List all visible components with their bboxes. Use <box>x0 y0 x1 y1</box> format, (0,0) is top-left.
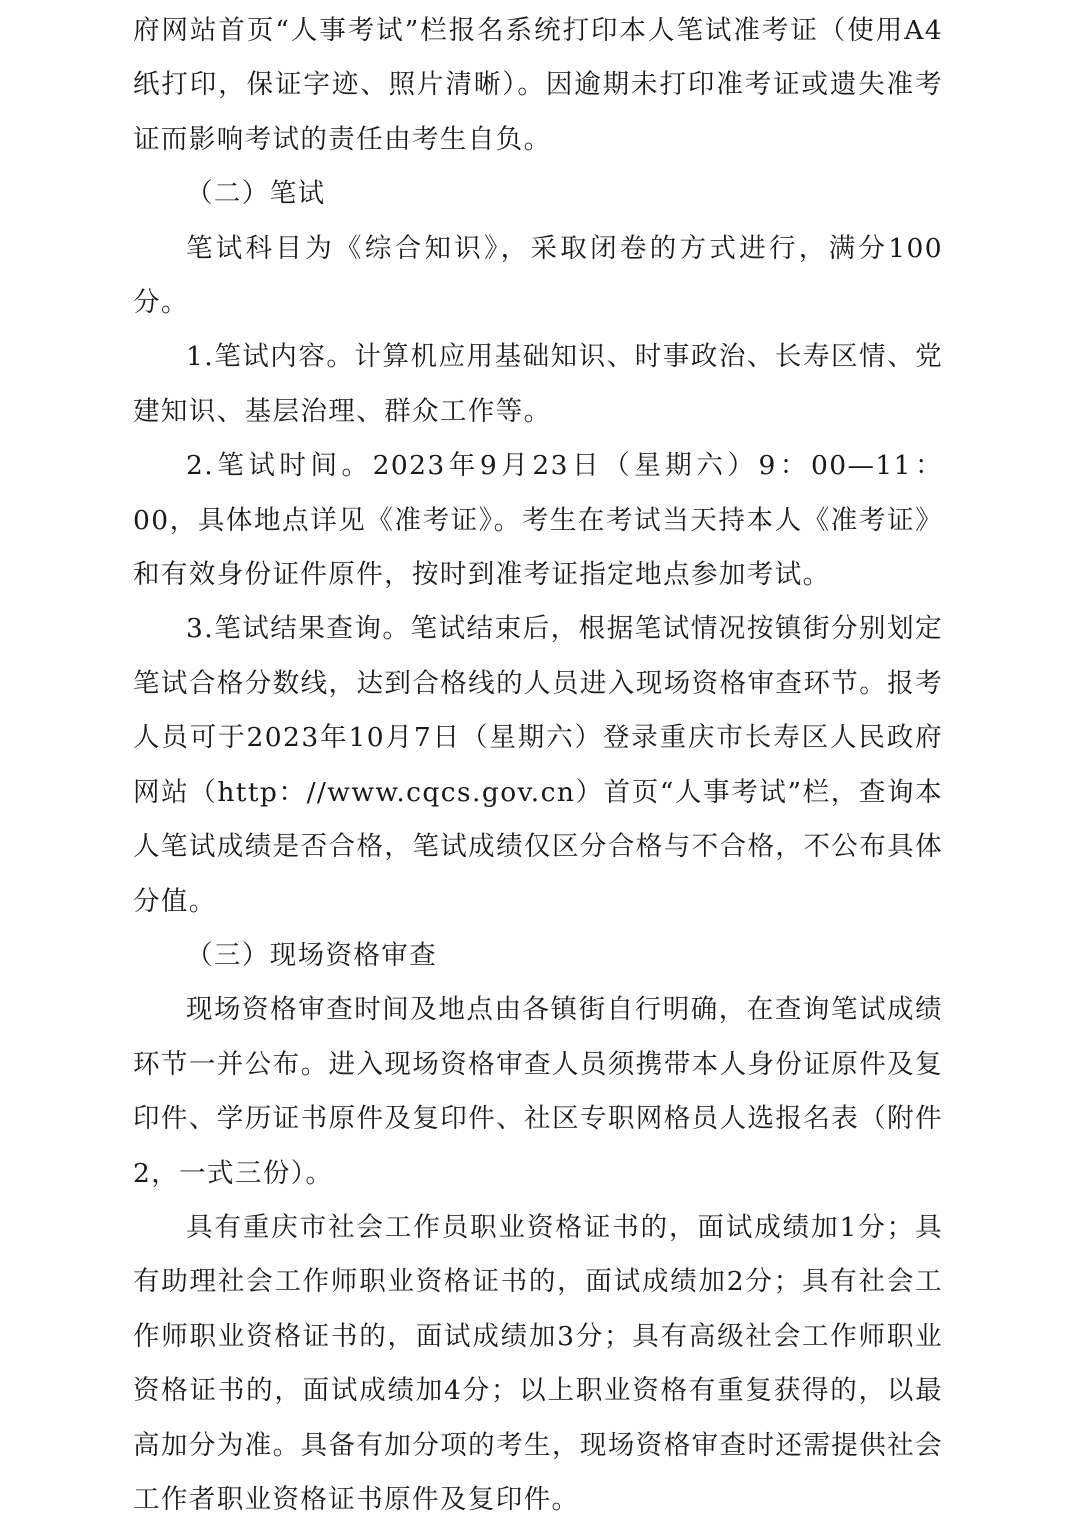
paragraph-exam-content: 1.笔试内容。计算机应用基础知识、时事政治、长寿区情、党建知识、基层治理、群众工作等。 <box>133 341 943 427</box>
paragraph-review-materials: 现场资格审查时间及地点由各镇街自行明确，在查询笔试成绩环节一并公布。进入现场资格审查人员须携带本人身份证原件及复印件、学历证书原件及复印件、社区专职网格员人选报名表（附件2，一式三份）。 <box>133 994 943 1189</box>
paragraph-admission-ticket-continuation: 府网站首页“人事考试”栏报名系统打印本人笔试准考证（使用A4纸打印，保证字迹、照片清晰）。因逾期未打印准考证或遗失准考证而影响考试的责任由考生自负。 <box>133 15 943 155</box>
paragraph-bonus-points: 具有重庆市社会工作员职业资格证书的，面试成绩加1分；具有助理社会工作师职业资格证书的，面试成绩加2分；具有社会工作师职业资格证书的，面试成绩加3分；具有高级社会工作师职业资格证书的，面试成绩加4分；以上职业资格有重复获得的，以最高加分为准。具备有加分项的考生，现场资格审查时还需提供社会工作者职业资格证书原件及复印件。 <box>133 1211 943 1515</box>
paragraph-exam-subject: 笔试科目为《综合知识》，采取闭卷的方式进行，满分100分。 <box>133 232 943 319</box>
section-heading-qualification-review: （三）现场资格审查 <box>186 939 438 971</box>
section-heading-written-exam: （二）笔试 <box>186 178 326 210</box>
paragraph-exam-time: 2.笔试时间。2023年9月23日（星期六）9：00—11：00，具体地点详见《准考证》。考生在考试当天持本人《准考证》和有效身份证件原件，按时到准考证指定地点参加考试。 <box>133 450 943 591</box>
paragraph-result-query: 3.笔试结果查询。笔试结束后，根据笔试情况按镇街分别划定笔试合格分数线，达到合格线的人员进入现场资格审查环节。报考人员可于2023年10月7日（星期六）登录重庆市长寿区人民政府网站（http：//www.cqcs.gov.cn）首页“人事考试”栏，查询本人笔试成绩是否合格，笔试成绩仅区分合格与不合格，不公布具体分值。 <box>133 613 943 917</box>
document-page <box>133 4 943 1527</box>
